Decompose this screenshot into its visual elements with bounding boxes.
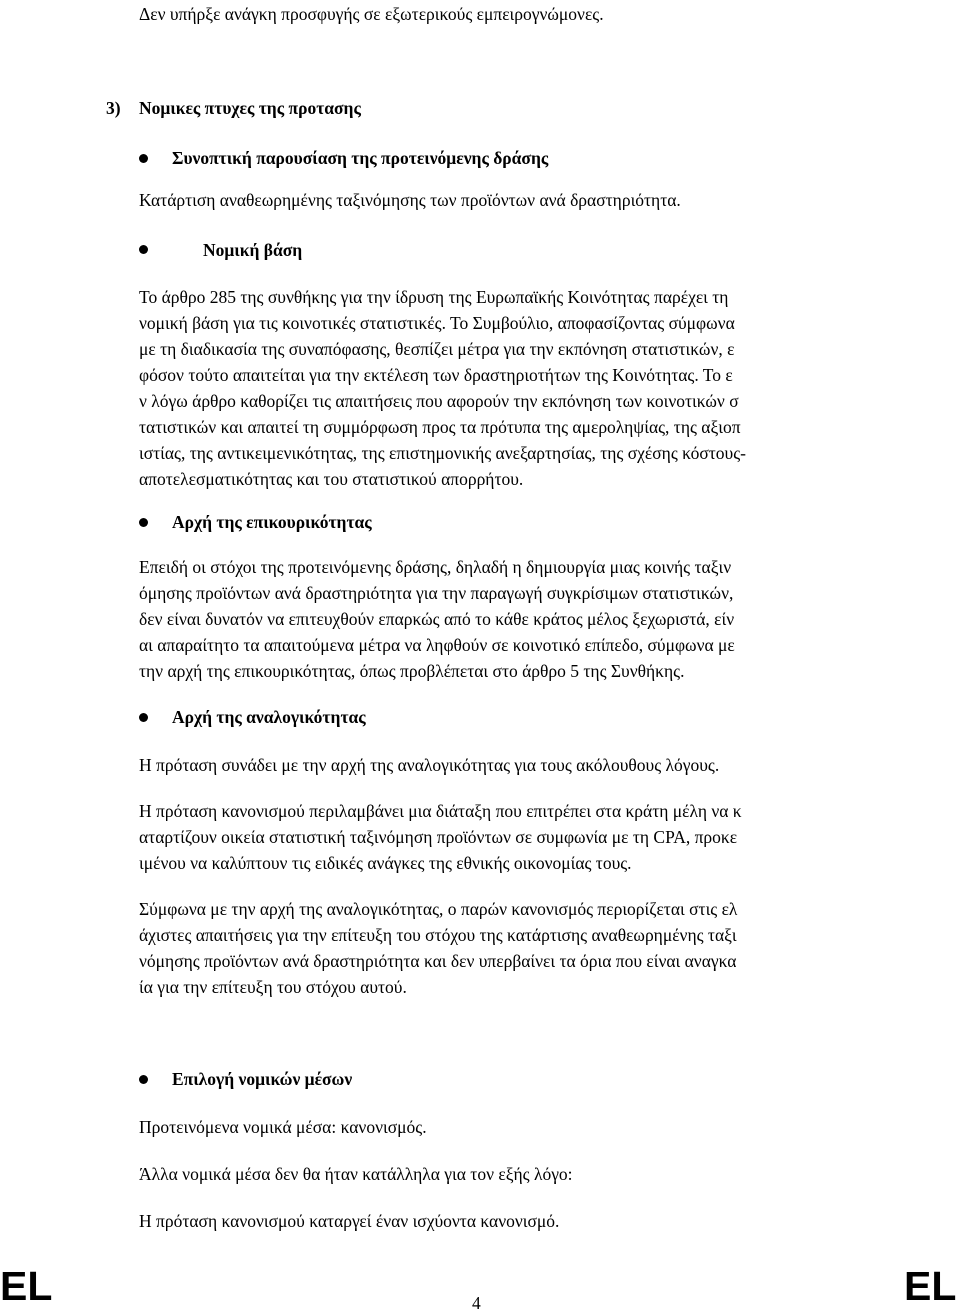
bullet-icon — [139, 713, 148, 722]
text-line: ν λόγω άρθρο καθορίζει τις απαιτήσεις που αφορούν την εκπόνηση των κοινοτικών σ — [139, 391, 739, 411]
instruments-text-3: Η πρόταση κανονισμού καταργεί έναν ισχύοντα κανονισμό. — [139, 1211, 560, 1231]
instruments-text-2: Άλλα νομικά μέσα δεν θα ήταν κατάλληλα για τον εξής λόγο: — [139, 1164, 573, 1184]
section-title: Νομικες πτυχες της προτασης — [139, 98, 361, 118]
subsidiarity-heading: Αρχή της επικουρικότητας — [172, 512, 372, 532]
instruments-heading: Επιλογή νομικών μέσων — [172, 1069, 353, 1089]
text-line: Η πρόταση κανονισμού περιλαμβάνει μια διάταξη που επιτρέπει στα κράτη μέλη να κ — [139, 801, 742, 821]
legal-basis-heading: Νομική βάση — [203, 240, 303, 260]
text-line: ιμένου να καλύπτουν τις ειδικές ανάγκες της εθνικής οικονομίας τους. — [139, 853, 632, 873]
summary-text: Κατάρτιση αναθεωρημένης ταξινόμησης των προϊόντων ανά δραστηριότητα. — [139, 190, 681, 210]
bullet-icon — [139, 518, 148, 527]
proportionality-paragraph-2 — [139, 798, 884, 876]
text-line: Το άρθρο 285 της συνθήκης για την ίδρυση της Ευρωπαϊκής Κοινότητας παρέχει τη — [139, 287, 729, 307]
text-line: όμησης προϊόντων ανά δραστηριότητα για την παραγωγή συγκρίσιμων στατιστικών, — [139, 583, 734, 603]
text-line: την αρχή της επικουρικότητας, όπως προβλέπεται στο άρθρο 5 της Συνθήκης. — [139, 661, 685, 681]
text-line: νόμησης προϊόντων ανά δραστηριότητα και δεν υπερβαίνει τα όρια που είναι αναγκα — [139, 951, 737, 971]
text-line: άχιστες απαιτήσεις για την επίτευξη του στόχου της κατάρτισης αναθεωρημένης ταξι — [139, 925, 737, 945]
legal-basis-paragraph — [139, 284, 884, 492]
proportionality-paragraph-3 — [139, 896, 884, 1000]
text-line: νομική βάση για τις κοινοτικές στατιστικές. Το Συμβούλιο, αποφασίζοντας σύμφωνα — [139, 313, 735, 333]
text-line: αποτελεσματικότητας και του στατιστικού απορρήτου. — [139, 469, 524, 489]
text-line: τατιστικών και απαιτεί τη συμμόρφωση προς τα πρότυπα της αμεροληψίας, της αξιοπ — [139, 417, 741, 437]
text-line: φόσον τούτο απαιτείται για την εκτέλεση των δραστηριοτήτων της Κοινότητας. Το ε — [139, 365, 733, 385]
proportionality-heading: Αρχή της αναλογικότητας — [172, 707, 366, 727]
page-number: 4 — [472, 1293, 481, 1313]
footer-language-right: EL — [904, 1263, 957, 1309]
bullet-icon — [139, 245, 148, 254]
text-line: ιστίας, της αντικειμενικότητας, της επιστημονικής ανεξαρτησίας, της σχέσης κόστους- — [139, 443, 746, 463]
proportionality-text-1: Η πρόταση συνάδει με την αρχή της αναλογικότητας για τους ακόλουθους λόγους. — [139, 755, 720, 775]
subsidiarity-paragraph — [139, 554, 884, 684]
text-line: Επειδή οι στόχοι της προτεινόμενης δράσης, δηλαδή η δημιουργία μιας κοινής ταξιν — [139, 557, 732, 577]
bullet-icon — [139, 154, 148, 163]
text-line: ία για την επίτευξη του στόχου αυτού. — [139, 977, 407, 997]
summary-heading: Συνοπτική παρουσίαση της προτεινόμενης δράσης — [172, 148, 549, 168]
text-line: αι απαραίτητο τα απαιτούμενα μέτρα να ληφθούν σε κοινοτικό επίπεδο, σύμφωνα με — [139, 635, 735, 655]
section-number: 3) — [106, 98, 121, 118]
intro-text: Δεν υπήρξε ανάγκη προσφυγής σε εξωτερικούς εμπειρογνώμονες. — [139, 4, 604, 24]
text-line: αταρτίζουν οικεία στατιστική ταξινόμηση προϊόντων σε συμφωνία με τη CPA, προκε — [139, 827, 738, 847]
instruments-text-1: Προτεινόμενα νομικά μέσα: κανονισμός. — [139, 1117, 427, 1137]
text-line: δεν είναι δυνατόν να επιτευχθούν επαρκώς από το κάθε κράτος μέλος ξεχωριστά, είν — [139, 609, 735, 629]
bullet-icon — [139, 1075, 148, 1084]
footer-language-left: EL — [0, 1263, 53, 1309]
text-line: με τη διαδικασία της συναπόφασης, θεσπίζει μέτρα για την εκπόνηση στατιστικών, ε — [139, 339, 735, 359]
text-line: Σύμφωνα με την αρχή της αναλογικότητας, ο παρών κανονισμός περιορίζεται στις ελ — [139, 899, 738, 919]
